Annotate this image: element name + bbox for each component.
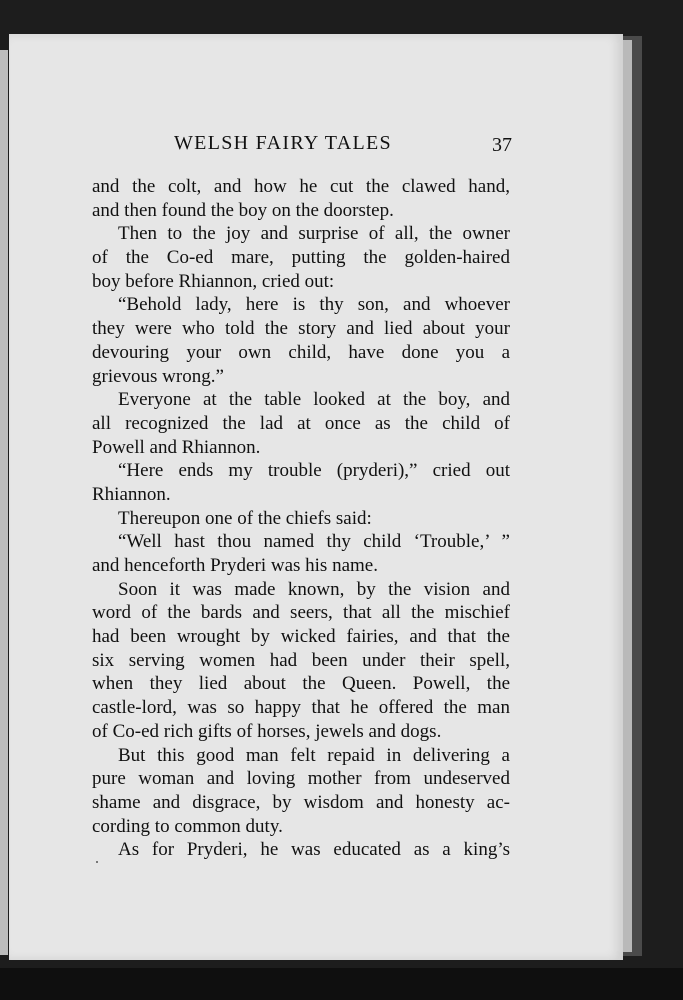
scanner-background bbox=[0, 968, 683, 1000]
text-line: word of the bards and seers, that all the mischief bbox=[92, 602, 510, 624]
left-page-edge bbox=[0, 50, 8, 955]
text-line: castle-lord, was so happy that he offered the man bbox=[92, 697, 510, 719]
text-line: grievous wrong.” bbox=[92, 365, 224, 387]
running-title: WELSH FAIRY TALES bbox=[174, 132, 392, 154]
text-line: Everyone at the table looked at the boy, and bbox=[118, 389, 510, 411]
text-line: and then found the boy on the doorstep. bbox=[92, 199, 394, 221]
text-line: cording to common duty. bbox=[92, 815, 283, 837]
text-line: Thereupon one of the chiefs said: bbox=[118, 507, 372, 529]
text-line: of the Co-ed mare, putting the golden-haired bbox=[92, 247, 510, 269]
text-line: they were who told the story and lied about your bbox=[92, 318, 510, 340]
text-line: had been wrought by wicked fairies, and that the bbox=[92, 626, 510, 648]
text-line: boy before Rhiannon, cried out: bbox=[92, 270, 335, 292]
text-line: Powell and Rhiannon. bbox=[92, 436, 261, 458]
text-line: Soon it was made known, by the vision and bbox=[118, 578, 510, 600]
text-line: and the colt, and how he cut the clawed hand, bbox=[92, 176, 510, 197]
text-line: But this good man felt repaid in delivering a bbox=[118, 744, 510, 766]
text-line: six serving women had been under their spell, bbox=[92, 649, 510, 671]
running-head bbox=[9, 132, 623, 162]
text-line: and henceforth Pryderi was his name. bbox=[92, 555, 378, 576]
text-line: “Well hast thou named thy child ‘Trouble,’ ” bbox=[118, 531, 510, 553]
text-line: “Here ends my trouble (pryderi),” cried out bbox=[118, 460, 510, 482]
page-number: 37 bbox=[492, 134, 512, 156]
text-line: Then to the joy and surprise of all, the owner bbox=[118, 223, 510, 245]
body-text bbox=[92, 175, 510, 862]
text-line: when they lied about the Queen. Powell, the bbox=[92, 673, 510, 695]
text-line: Rhiannon. bbox=[92, 483, 171, 505]
text-line: all recognized the lad at once as the child of bbox=[92, 412, 510, 434]
text-line: of Co-ed rich gifts of horses, jewels and dogs. bbox=[92, 720, 442, 742]
text-line: devouring your own child, have done you a bbox=[92, 341, 510, 363]
text-line: shame and disgrace, by wisdom and honesty ac- bbox=[92, 791, 510, 813]
text-line: As for Pryderi, he was educated as a king’s bbox=[118, 839, 510, 861]
margin-mark bbox=[96, 861, 98, 863]
text-line: “Behold lady, here is thy son, and whoever bbox=[118, 294, 510, 316]
text-line: pure woman and loving mother from undeserved bbox=[92, 768, 510, 790]
